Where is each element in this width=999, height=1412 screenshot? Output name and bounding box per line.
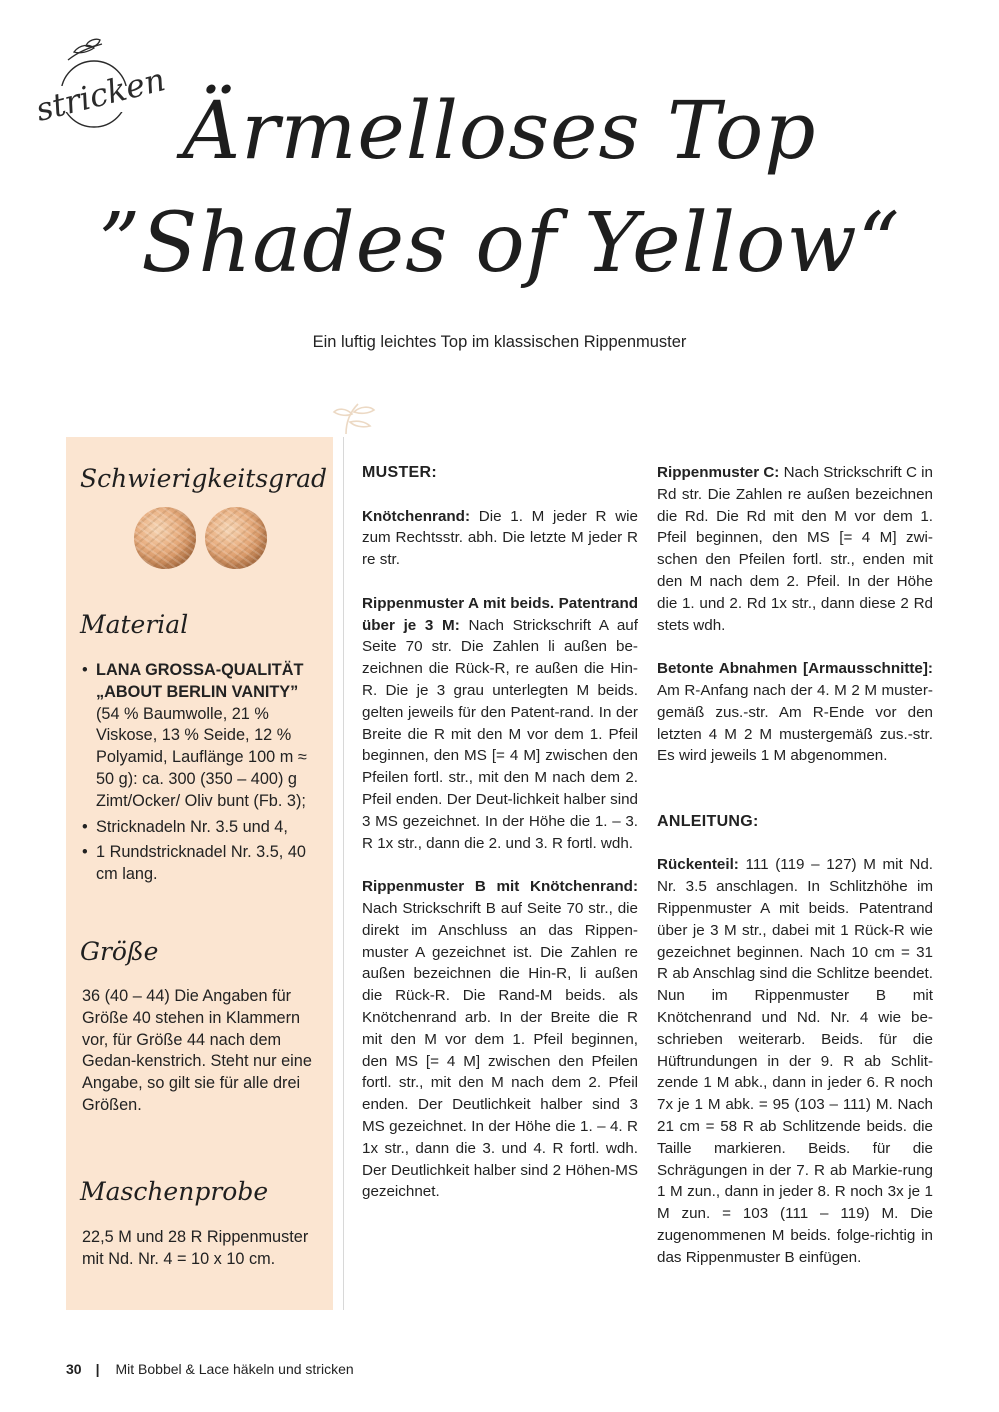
abnahmen-text: Am R-Anfang nach der 4. M 2 M muster-gemäß zus.-str. Am R-Ende vor den letzten 4 M 2 M mustergemäß zus.-str. Es wird jeweils 1 M abgenommen.	[657, 681, 933, 765]
pattern-heading: MUSTER:	[362, 464, 437, 481]
size-text: 36 (40 – 44) Die Angaben für Größe 40 stehen in Klammern vor, für Größe 44 nach dem Gedan-kenstrich. Steht nur eine Angabe, so gilt sie für alle drei Größen.	[82, 987, 312, 1114]
page-title-line-2: ”Shades of Yellow“	[98, 196, 901, 291]
badge-label: stricken	[32, 60, 169, 129]
footer-separator: |	[95, 1361, 100, 1377]
material-circular-needle: 1 Rundstricknadel Nr. 3.5, 40 cm lang.	[96, 843, 306, 884]
material-yarn-name: LANA GROSSA-QUALITÄT „ABOUT BERLIN VANITY”	[96, 661, 304, 701]
abnahmen-label: Betonte Abnahmen [Armausschnitte]:	[657, 660, 933, 678]
page-number: 30	[66, 1361, 82, 1377]
publication-name: Mit Bobbel & Lace häkeln und stricken	[115, 1361, 354, 1377]
material-needles: Stricknadeln Nr. 3.5 und 4,	[96, 817, 288, 836]
list-item	[82, 660, 322, 813]
leaf-ornament-icon	[324, 398, 384, 438]
knoetchenrand-text: Die 1. M jeder R wie zum Rechtsstr. abh. Die letzte M jeder R re str.	[362, 507, 638, 569]
abnahmen-paragraph	[657, 658, 933, 767]
rippenmuster-a-label: Rippenmuster A mit beids. Patentrand über je 3 M:	[362, 594, 638, 634]
knoetchenrand-paragraph	[362, 506, 638, 571]
leaf-icon	[68, 39, 102, 60]
material-heading: Material	[80, 610, 189, 639]
knoetchenrand-label: Knötchenrand:	[362, 507, 470, 525]
list-item	[82, 817, 322, 839]
rueckenteil-label: Rückenteil:	[657, 856, 739, 874]
page-subtitle: Ein luftig leichtes Top im klassischen Rippenmuster	[312, 333, 687, 351]
material-list	[82, 660, 322, 886]
rueckenteil-text: 111 (119 – 127) M mit Nd. Nr. 3.5 anschlagen. In Schlitzhöhe im Rippenmuster A mit beids. Patentrand über je 3 M str., dabei mit 1 Rück-R wie gezeichnet beginnen. Nach 10 cm = 31 R ab Anschlag sind die Schlitze beendet. Nun im Rippenmuster B mit Knötchenrand und Nd. Nr. 4 wie be-schrieben weiterarb. Beids. für die Hüftrundungen in der 9. R ab Schlit-zende 1 M abk., dann in jeder 6. R noch 7x je 1 M abk. = 95 (103 – 111) M. Nach 21 cm = 58 R ab Schlitzende beids. die Taille markieren. Beids. für die Schrägungen in der 7. R ab Markie-rung 1 M zun., dann in jeder 8. R noch 3x je 1 M zun. = 103 (111 – 119) M. Die zugenommenen M beids. folge-richtig in das Rippenmuster B einfügen.	[657, 856, 933, 1266]
rippenmuster-a-paragraph	[362, 593, 638, 855]
rippenmuster-b-label: Rippenmuster B mit Knötchenrand:	[362, 878, 638, 896]
list-item	[82, 842, 322, 886]
rippenmuster-b-paragraph	[362, 876, 638, 1203]
difficulty-heading: Schwierigkeitsgrad	[80, 464, 328, 493]
instructions-column	[657, 462, 933, 1290]
rippenmuster-b-text: Nach Strickschrift B auf Seite 70 str., die direkt im Anschluss an das Rippen-muster A gezeichnet ist. Die Zahlen re außen bezeichnen die Hin-R, li außen die Rück-R. Die Rand-M beids. als Knötchenrand arb. In der Breite die R mit den M vor dem 1. Pfeil beginnen, den MS [= 4 M] zwischen den Pfeilen fortl. str., mit den M nach dem 2. Pfeil enden. Der Deutlichkeit halber sind 3 MS gezeichnet. In der Höhe die 1. – 4. R 1x str., dann die 3. und 4. R fortl. wdh. Der Deutlichkeit halber sind 2 Höhen-MS gezeichnet.	[362, 899, 638, 1201]
material-yarn-details: (54 % Baumwolle, 21 % Viskose, 13 % Seide, 12 % Polyamid, Lauflänge 100 m ≈ 50 g): ca. 300 (350 – 400) g Zimt/Ocker/ Oliv bunt (Fb. 3);	[96, 704, 307, 810]
gauge-heading: Maschenprobe	[80, 1177, 269, 1206]
size-heading: Größe	[80, 937, 159, 966]
yarn-ball-icon	[205, 507, 267, 569]
rippenmuster-c-paragraph	[657, 462, 933, 636]
rippenmuster-c-label: Rippenmuster C:	[657, 464, 780, 481]
pattern-column	[362, 462, 638, 1225]
yarn-ball-icon	[134, 507, 196, 569]
column-divider	[343, 437, 344, 1310]
page-footer	[66, 1361, 354, 1377]
rippenmuster-a-text: Nach Strickschrift A auf Seite 70 str. Die Zahlen li außen be-zeichnen die Rück-R, re außen die Hin-R. Die je 3 grau unterlegten M beids. gelten jeweils für den Patent-rand. In der Breite die R mit den M vor dem 1. Pfeil beginnen, den MS [= 4 M] zwischen den Pfeilen fortl. str., mit den M nach dem 2. Pfeil enden. Der Deut-lichkeit halber sind 3 MS gezeichnet. In der Höhe die 1. – 3. R 1x str., dann die 2. und 3. R fortl. wdh.	[362, 616, 638, 852]
instructions-heading: ANLEITUNG:	[657, 812, 759, 830]
page-title-line-1: Ärmelloses Top	[182, 84, 817, 177]
rippenmuster-c-text: Nach Strickschrift C in Rd str. Die Zahlen re außen bezeichnen die Rd. Die Rd mit den M vor dem 1. Pfeil beginnen, den MS [= 4 M] zwi-schen den Pfeilen fortl. str., enden mit den M nach dem 2. Pfeil. In der Höhe die 1. und 2. Rd 1x str., dann diese 2 Rd stets wdh.	[657, 464, 933, 634]
rueckenteil-paragraph	[657, 854, 933, 1268]
gauge-text: 22,5 M und 28 R Rippenmuster mit Nd. Nr. 4 = 10 x 10 cm.	[82, 1228, 309, 1268]
